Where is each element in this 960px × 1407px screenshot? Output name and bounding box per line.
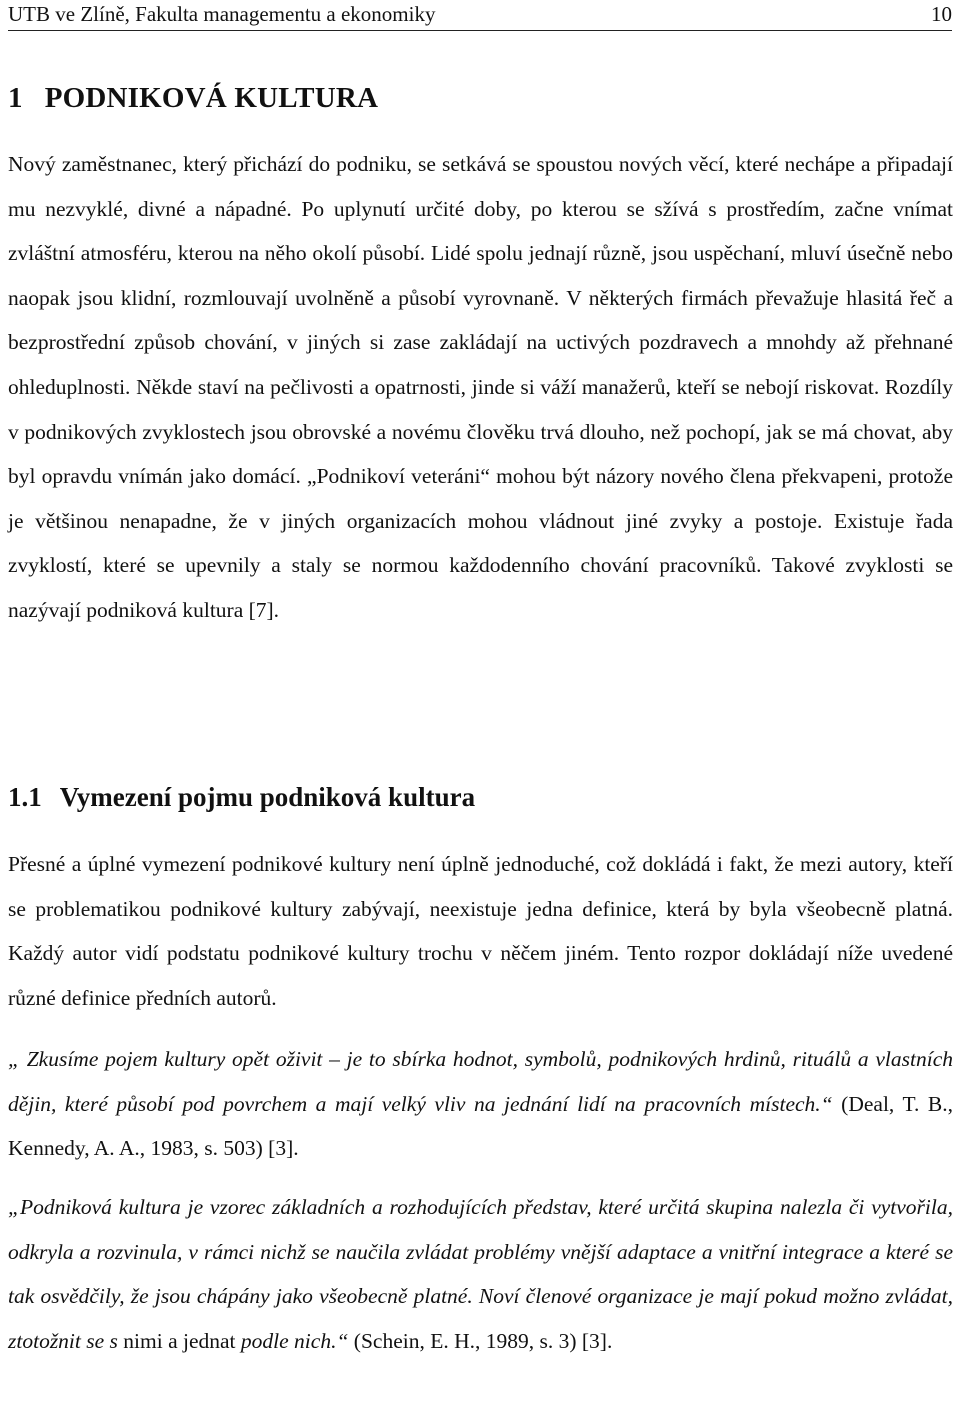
section-title: Vymezení pojmu podniková kultura	[59, 782, 476, 812]
quote-citation: (Schein, E. H., 1989, s. 3) [3].	[348, 1328, 613, 1353]
quote-text-b: podle nich.“	[240, 1328, 349, 1353]
quote-text-a: „Podniková kultura je vzorec základních a rozhodujících představ, které určitá skupina nalezla či vytvořila, odkryla a rozvinula, v rámci nichž se naučila zvládat problémy vnější adaptace a vnitřní integrace a které se tak osvědčily, že jsou chápány jako všeobecně platné. Noví členové organizace je mají pokud možno zvládat, ztotožnit se s	[8, 1195, 953, 1353]
chapter-heading	[8, 82, 378, 115]
header-institution: UTB ve Zlíně, Fakulta managementu a ekonomiky	[8, 2, 436, 26]
quote-text: „ Zkusíme pojem kultury opět oživit – je to sbírka hodnot, symbolů, podnikových hrdinů, rituálů a vlastních dějin, které působí pod povrchem a mají velký vliv na jednání lidí na pracovních místech.“	[8, 1047, 953, 1116]
section-number: 1.1	[8, 782, 42, 812]
page-number: 10	[931, 2, 952, 26]
chapter-number: 1	[8, 82, 23, 114]
quote-deal-kennedy	[8, 1037, 953, 1171]
quote-citation: (Deal, T. B., Kennedy, A. A., 1983, s. 503) [3].	[8, 1091, 954, 1161]
definition-intro-paragraph: Přesné a úplné vymezení podnikové kultury není úplně jednoduché, což dokládá i fakt, že mezi autory, kteří se problematikou podnikové kultury zabývají, neexistuje jedna definice, která by byla všeobecně platná. Každý autor vidí podstatu podnikové kultury trochu v něčem jiném. Tento rozpor dokládají níže uvedené různé definice předních autorů.	[8, 852, 953, 1010]
quote-schein	[8, 1185, 953, 1363]
quote-text-plain: nimi a jednat	[117, 1328, 241, 1353]
intro-paragraph: Nový zaměstnanec, který přichází do podniku, se setkává se spoustou nových věcí, které nechápe a připadají mu nezvyklé, divné a nápadné. Po uplynutí určité doby, po kterou se sžívá s prostředím, začne vnímat zvláštní atmosféru, kterou na něho okolí působí. Lidé spolu jednají různě, jsou uspěchaní, mluví úsečně nebo naopak jsou klidní, rozmlouvají uvolněně a působí vyrovnaně. V některých firmách převažuje hlasitá řeč a bezprostřední způsob chování, v jiných si zase zakládají na uctivých pozdravech a mnohdy až přehnané ohleduplnosti. Někde staví na pečlivosti a opatrnosti, jinde si váží manažerů, kteří se nebojí riskovat. Rozdíly v podnikových zvyklostech jsou obrovské a novému člověku trvá dlouho, než pochopí, jak se má chovat, aby byl opravdu vnímán jako domácí. „Podnikoví veteráni“ mohou být názory nového člena překvapeni, protože je většinou nenapadne, že v jiných organizacích mohou vládnout jiné zvyky a postoje. Existuje řada zvyklostí, které se upevnily a staly se normou každodenního chování pracovníků. Takové zvyklosti se nazývají podniková kultura [7].	[8, 152, 953, 622]
running-header	[8, 0, 952, 31]
section-heading	[8, 782, 475, 813]
chapter-title: PODNIKOVÁ KULTURA	[44, 82, 379, 114]
